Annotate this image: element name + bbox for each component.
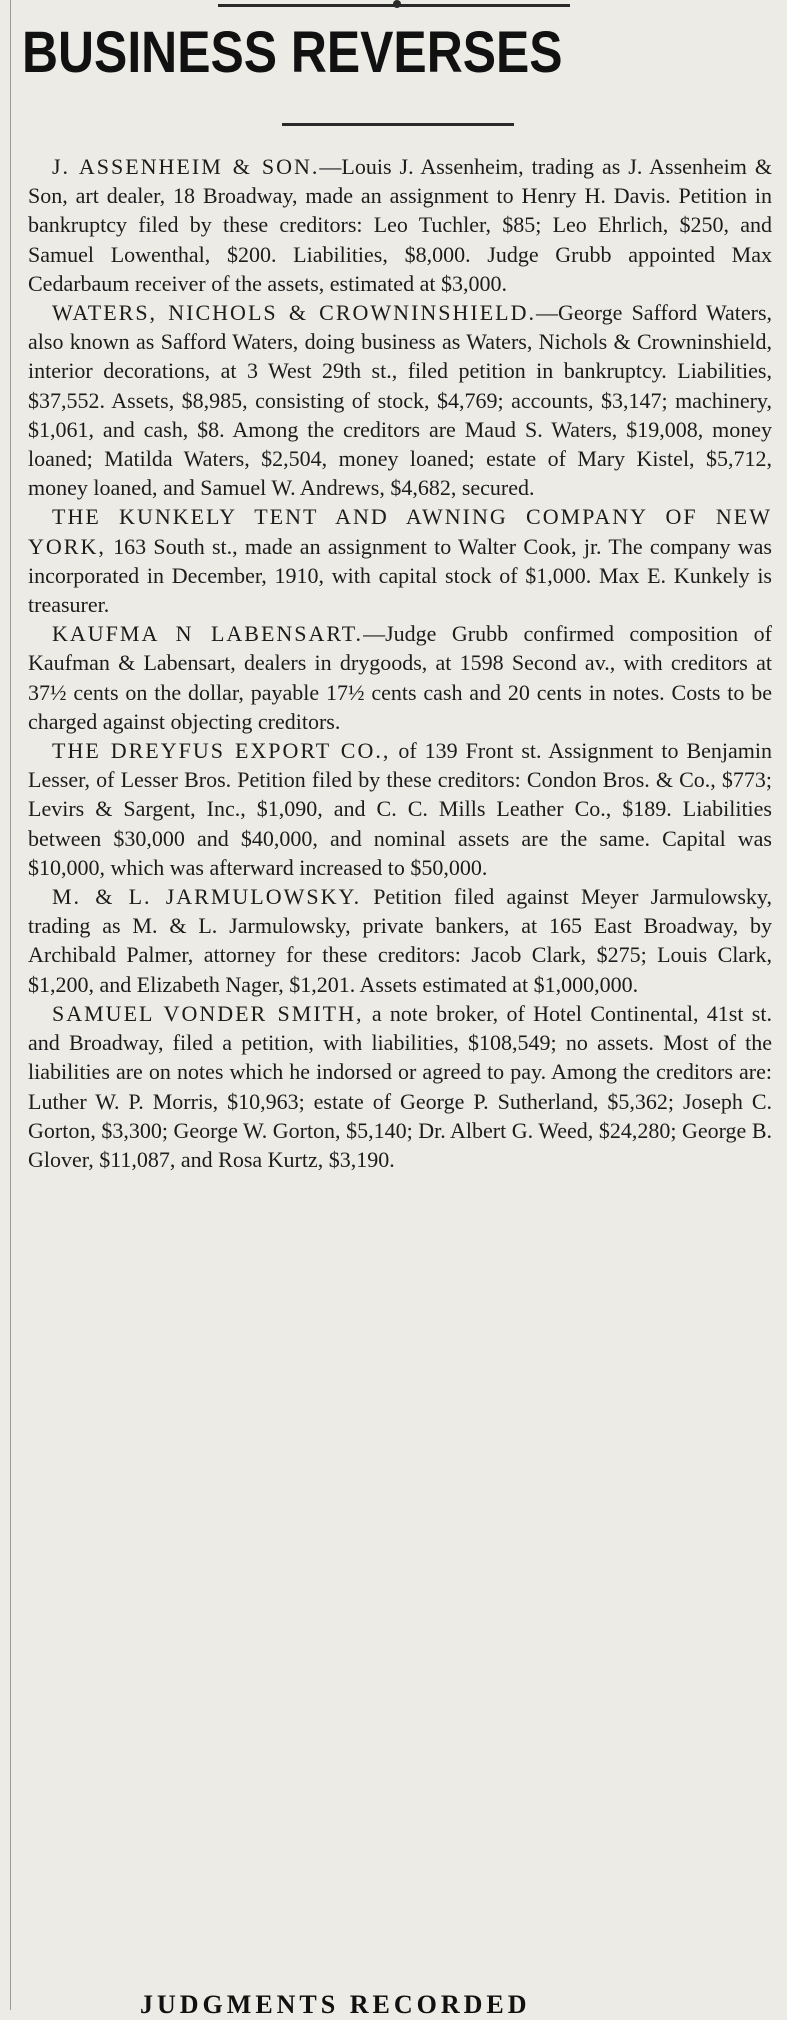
item-dreyfus bbox=[28, 736, 772, 882]
item-body: —Louis J. Assenheim, trading as J. Assenheim & Son, art dealer, 18 Broadway, made an assignment to Henry H. Davis. Petition in bankruptcy filed by these creditors: Leo Tuchler, $85; Leo Ehrlich, $250, and Samuel Lowenthal, $200. Liabilities, $8,000. Judge Grubb appointed Max Cedarbaum receiver of the assets, estimated at $3,000. bbox=[28, 154, 773, 296]
item-body: of 139 Front st. Assignment to Benjamin Lesser, of Lesser Bros. Petition filed by these creditors: Condon Bros. & Co., $773; Levirs & Sargent, Inc., $1,090, and C. C. Mills Leather Co., $189. Liabilities between $30,000 and $40,000, and nominal assets are the same. Capital was $10,000, which was afterward increased to $50,000. bbox=[28, 738, 772, 880]
headline: BUSINESS REVERSES bbox=[22, 20, 563, 85]
item-lead: M. & L. JARMULOWSKY. bbox=[52, 884, 362, 910]
item-body: —George Safford Waters, also known as Safford Waters, doing business as Waters, Nichols & Crowninshield, interior decorations, at 3 West 29th st., filed petition in bankruptcy. Liabilities, $37,552. Assets, $8,985, consisting of stock, $4,769; accounts, $3,147; machinery, $1,061, and cash, $8. Among the creditors are Maud S. Waters, $19,008, money loaned; Matilda Waters, $2,504, money loaned; estate of Mary Kistel, $5,712, money loaned, and Samuel W. Andrews, $4,682, secured. bbox=[28, 300, 773, 501]
item-jarmulowsky bbox=[28, 882, 772, 999]
headline-underline bbox=[282, 123, 514, 126]
item-lead: THE DREYFUS EXPORT CO., bbox=[52, 738, 391, 764]
item-waters bbox=[28, 298, 772, 502]
item-lead: THE KUNKELY TENT AND AWNING COMPANY OF NEW YORK, bbox=[28, 504, 772, 559]
article-body bbox=[28, 152, 772, 1174]
item-body: —Judge Grubb confirmed composition of Kaufman & Labensart, dealers in drygoods, at 1598 Second av., with creditors at 37½ cents on the dollar, payable 17½ cents cash and 20 cents in notes. Costs to be charged against objecting creditors. bbox=[28, 621, 772, 734]
item-lead: SAMUEL VONDER SMITH, bbox=[52, 1000, 364, 1026]
next-section-heading: JUDGMENTS RECORDED bbox=[140, 1990, 531, 2019]
item-body: 163 South st., made an assignment to Walter Cook, jr. The company was incorporated in December, 1910, with capital stock of $1,000. Max E. Kunkely is treasurer. bbox=[28, 533, 772, 618]
item-lead: WATERS, NICHOLS & CROWNINSHIELD. bbox=[52, 300, 536, 326]
column-rule bbox=[10, 0, 11, 2010]
item-kaufman bbox=[28, 619, 772, 736]
item-lead: KAUFMA N LABENSART. bbox=[52, 621, 364, 647]
item-body: Petition filed against Meyer Jarmulowsky, trading as M. & L. Jarmulowsky, private bankers, at 165 East Broadway, by Archibald Palmer, attorney for these creditors: Jacob Clark, $275; Louis Clark, $1,200, and Elizabeth Nager, $1,201. Assets estimated at $1,000,000. bbox=[28, 884, 772, 997]
item-vonder-smith bbox=[28, 999, 772, 1174]
top-rule-ornament bbox=[393, 0, 401, 8]
item-lead: J. ASSENHEIM & SON. bbox=[52, 154, 320, 179]
item-kunkely bbox=[28, 502, 772, 619]
item-body: a note broker, of Hotel Continental, 41st st. and Broadway, filed a petition, with liabilities, $108,549; no assets. Most of the liabilities are on notes which he indorsed or agreed to pay. Among the creditors are: Luther W. P. Morris, $10,963; estate of George P. Sutherland, $5,362; Joseph C. Gorton, $3,300; George W. Gorton, $5,140; Dr. Albert G. Weed, $24,280; George B. Glover, $11,087, and Rosa Kurtz, $3,190. bbox=[28, 1000, 772, 1172]
item-assenheim bbox=[28, 152, 772, 298]
